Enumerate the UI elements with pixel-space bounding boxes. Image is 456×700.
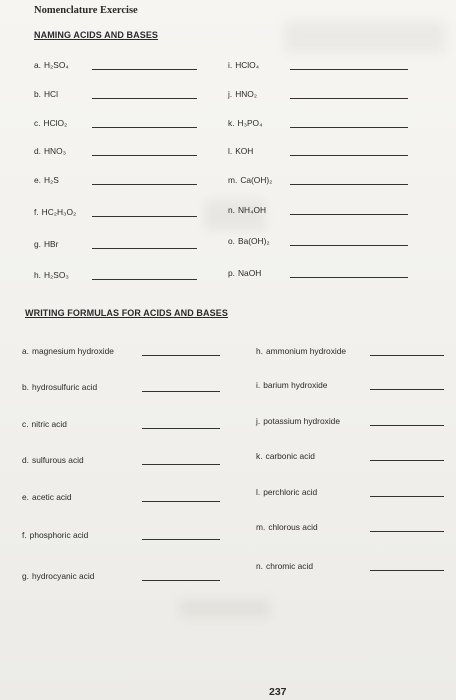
answer-blank[interactable] (370, 531, 444, 532)
item-label (228, 118, 263, 128)
item-label (22, 382, 97, 392)
answer-blank[interactable] (92, 279, 197, 280)
item-label (256, 346, 346, 356)
chemical-formula: H₃PO₄ (237, 118, 263, 128)
item-label (22, 571, 94, 581)
item-letter: f. (22, 530, 27, 540)
chemical-formula: HClO₂ (43, 118, 68, 128)
item-label (228, 60, 259, 70)
item-label (34, 89, 58, 99)
chemical-formula: Ca(OH)₂ (240, 175, 273, 185)
answer-blank[interactable] (92, 216, 197, 217)
answer-blank[interactable] (290, 277, 408, 278)
item-label (22, 419, 67, 429)
item-letter: e. (34, 175, 41, 185)
answer-blank[interactable] (142, 355, 220, 356)
chemical-formula: NH₄OH (238, 205, 267, 215)
compound-name: perchloric acid (263, 487, 318, 497)
compound-name: chlorous acid (268, 522, 318, 532)
chemical-formula: HNO₃ (44, 146, 67, 156)
item-label (34, 207, 76, 217)
item-label (256, 451, 315, 461)
item-label (256, 522, 318, 532)
compound-name: acetic acid (32, 492, 72, 502)
item-letter: b. (34, 89, 41, 99)
item-label (256, 487, 317, 497)
chemical-formula: NaOH (238, 268, 262, 278)
compound-name: carbonic acid (265, 451, 315, 461)
item-label (34, 270, 69, 280)
item-letter: i. (228, 60, 233, 70)
compound-name: ammonium hydroxide (266, 346, 347, 356)
compound-name: hydrosulfuric acid (32, 382, 98, 392)
chemical-formula: H₂S (44, 175, 59, 185)
item-label (34, 239, 58, 249)
answer-blank[interactable] (290, 214, 408, 215)
answer-blank[interactable] (290, 245, 408, 246)
answer-blank[interactable] (92, 69, 197, 70)
compound-name: sulfurous acid (32, 455, 84, 465)
page-number: 237 (269, 686, 287, 698)
item-letter: a. (22, 346, 29, 356)
item-label (22, 455, 84, 465)
answer-blank[interactable] (290, 155, 408, 156)
bleed-through-smudge (180, 600, 270, 618)
answer-blank[interactable] (142, 464, 220, 465)
item-label (22, 346, 114, 356)
item-letter: d. (34, 146, 41, 156)
answer-blank[interactable] (92, 248, 197, 249)
chemical-formula: HCl (44, 89, 58, 99)
answer-blank[interactable] (142, 580, 220, 581)
item-letter: b. (22, 382, 29, 392)
chemical-formula: Ba(OH)₂ (238, 236, 270, 246)
chemical-formula: HBr (44, 239, 59, 249)
answer-blank[interactable] (370, 570, 444, 571)
item-letter: m. (228, 175, 238, 185)
chemical-formula: H₂SO₃ (44, 270, 69, 280)
item-letter: m. (256, 522, 266, 532)
answer-blank[interactable] (142, 501, 220, 502)
item-letter: g. (34, 239, 41, 249)
answer-blank[interactable] (370, 496, 444, 497)
item-label (228, 175, 272, 185)
item-letter: g. (22, 571, 29, 581)
item-letter: i. (256, 380, 261, 390)
compound-name: phosphoric acid (29, 530, 89, 540)
item-letter: d. (22, 455, 29, 465)
answer-blank[interactable] (92, 184, 197, 185)
item-label (34, 146, 66, 156)
compound-name: magnesium hydroxide (32, 346, 114, 356)
compound-name: potassium hydroxide (263, 416, 340, 426)
answer-blank[interactable] (290, 184, 408, 185)
item-letter: c. (34, 118, 41, 128)
item-letter: n. (256, 561, 263, 571)
item-letter: j. (256, 416, 261, 426)
answer-blank[interactable] (370, 355, 444, 356)
answer-blank[interactable] (142, 391, 220, 392)
answer-blank[interactable] (142, 539, 220, 540)
item-letter: e. (22, 492, 29, 502)
answer-blank[interactable] (92, 98, 197, 99)
item-letter: j. (228, 89, 233, 99)
item-label (22, 492, 72, 502)
item-letter: h. (34, 270, 41, 280)
item-label (34, 175, 59, 185)
compound-name: barium hydroxide (263, 380, 328, 390)
answer-blank[interactable] (92, 155, 197, 156)
answer-blank[interactable] (290, 69, 408, 70)
item-letter: n. (228, 205, 235, 215)
item-label (34, 60, 69, 70)
item-label (228, 236, 270, 246)
answer-blank[interactable] (290, 98, 408, 99)
item-letter: k. (228, 118, 235, 128)
item-letter: k. (256, 451, 263, 461)
answer-blank[interactable] (290, 127, 408, 128)
answer-blank[interactable] (92, 127, 197, 128)
chemical-formula: HC₂H₃O₂ (41, 207, 77, 217)
item-letter: a. (34, 60, 41, 70)
item-letter: l. (256, 487, 261, 497)
answer-blank[interactable] (370, 460, 444, 461)
item-letter: o. (228, 236, 235, 246)
answer-blank[interactable] (370, 425, 444, 426)
naming-section-heading: NAMING ACIDS AND BASES (34, 30, 159, 40)
chemical-formula: H₂SO₄ (44, 60, 69, 70)
answer-blank[interactable] (370, 389, 444, 390)
item-letter: c. (22, 419, 29, 429)
item-label (228, 146, 253, 156)
item-letter: h. (256, 346, 263, 356)
chemical-formula: KOH (235, 146, 254, 156)
item-label (228, 205, 266, 215)
item-label (22, 530, 88, 540)
compound-name: chromic acid (266, 561, 314, 571)
item-label (34, 118, 67, 128)
chemical-formula: HNO₂ (235, 89, 258, 99)
item-label (228, 89, 257, 99)
page-title: Nomenclature Exercise (34, 5, 138, 16)
item-label (228, 268, 261, 278)
item-letter: p. (228, 268, 235, 278)
item-label (256, 380, 327, 390)
formula-section-heading: WRITING FORMULAS FOR ACIDS AND BASES (25, 308, 228, 318)
item-label (256, 561, 313, 571)
chemical-formula: HClO₄ (235, 60, 260, 70)
bleed-through-smudge (285, 22, 445, 52)
item-letter: f. (34, 207, 39, 217)
item-letter: l. (228, 146, 233, 156)
item-label (256, 416, 340, 426)
compound-name: nitric acid (31, 419, 67, 429)
compound-name: hydrocyanic acid (32, 571, 95, 581)
answer-blank[interactable] (142, 428, 220, 429)
